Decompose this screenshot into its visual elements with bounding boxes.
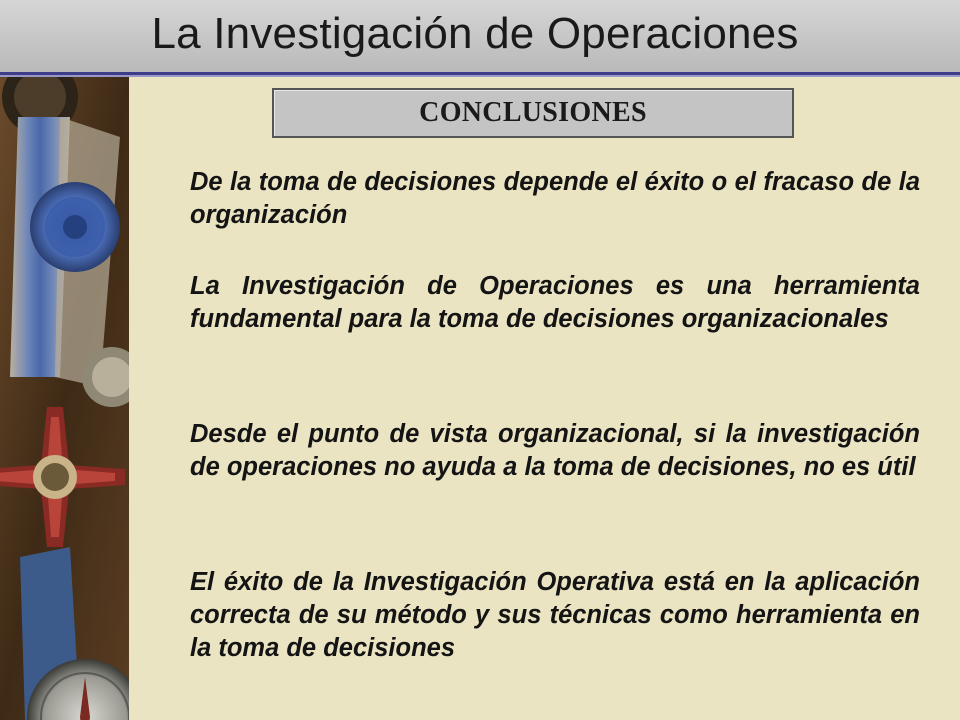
conclusion-paragraph-1: De la toma de decisiones depende el éxito o el fracaso de la organización bbox=[190, 168, 920, 229]
conclusion-paragraph-3: Desde el punto de vista organizacional, si la investigación de operaciones no ayuda a la toma de decisiones, no es útil bbox=[190, 420, 920, 481]
medals-photo-illustration bbox=[0, 77, 129, 720]
slide-title: La Investigación de Operaciones bbox=[151, 9, 799, 58]
conclusion-paragraph-4: El éxito de la Investigación Operativa está en la aplicación correcta de su método y sus técnicas como herramienta en la toma de decisiones bbox=[190, 568, 920, 662]
title-bar bbox=[0, 0, 960, 72]
conclusion-paragraph-2: La Investigación de Operaciones es una herramienta fundamental para la toma de decisiones organizacionales bbox=[190, 272, 920, 333]
decorative-photo-strip bbox=[0, 77, 129, 720]
section-heading: CONCLUSIONES bbox=[272, 88, 794, 138]
